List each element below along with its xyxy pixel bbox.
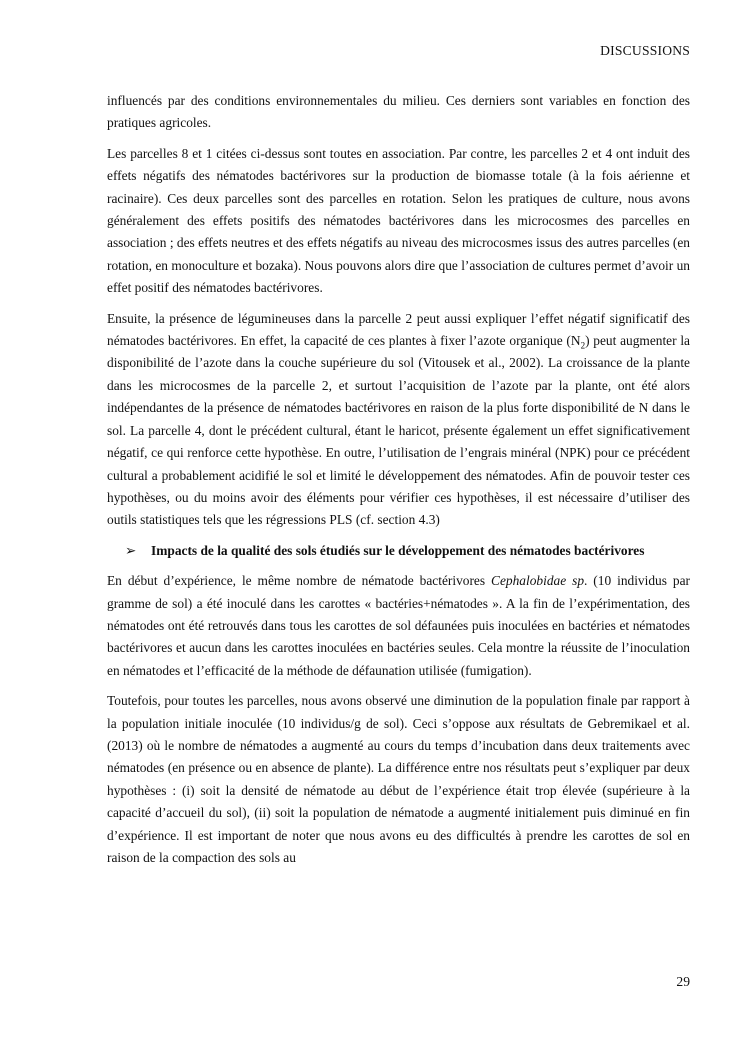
paragraph-inoculation-part2: . (10 individus par gramme de sol) a été inoculé dans les carottes « bactéries+nématodes ». A la fin de l’expérimentation, des nématodes ont été retrouvés dans tous les carottes de sol défaunées puis inoculées en bactéries et nématodes bactérivores et aucun dans les carottes inoculées en bactéries seules. Cela montre la réussite de l’inoculation en nématodes et l’efficacité de la méthode de défaunation utilisée (fumigation). (107, 573, 690, 678)
page-number: 29 (676, 974, 690, 989)
paragraph-parcels-association: Les parcelles 8 et 1 citées ci-dessus sont toutes en association. Par contre, les parcelles 2 et 4 ont induit des effets négatifs des nématodes bactérivores sur la production de biomasse totale (à la fois aérienne et racinaire). Ces deux parcelles sont des parcelles en rotation. Selon les pratiques de culture, nous avons généralement des effets positifs des nématodes bactérivores dans les microcosmes des parcelles en association ; des effets neutres et des effets négatifs au niveau des microcosmes issus des autres parcelles (en rotation, en monoculture et bozaka). Nous pouvons alors dire que l’association de cultures permet d’avoir un effet positif des nématodes bactérivores. (107, 145, 690, 296)
paragraph-legumes (107, 308, 690, 532)
paragraph-inoculation-part1: En début d’expérience, le même nombre de nématode bactérivores (107, 573, 492, 589)
paragraph-inoculation (107, 570, 690, 682)
page-body (107, 90, 690, 877)
paragraph-continuation: influencés par des conditions environnementales du milieu. Ces derniers sont variables en fonction des pratiques agricoles. (107, 93, 690, 131)
nitrogen-subscript: 2 (580, 340, 586, 351)
section-heading (125, 540, 690, 562)
running-header: DISCUSSIONS (600, 43, 690, 58)
arrow-bullet-icon: ➢ (125, 542, 137, 558)
section-heading-text: Impacts de la qualité des sols étudiés sur le développement des nématodes bactérivores (151, 542, 645, 558)
paragraph-legumes-part1: Ensuite, la présence de légumineuses dans la parcelle 2 peut aussi expliquer l’effet négatif significatif des nématodes bactérivores. En effet, la capacité de ces plantes à fixer l’azote organique (N (107, 310, 690, 349)
paragraph-legumes-part2: ) peut augmenter la disponibilité de l’azote dans la couche supérieure du sol (Vitousek et al., 2002). La croissance de la plante dans les microcosmes de la parcelle 2, et surtout l’acquisition de l’azote par la plante, ont été alors indépendantes de la présence de nématodes bactérivores en raison de la plus forte disponibilité de N dans le sol. La parcelle 4, dont le précédent cultural, étant le haricot, présente également un effet significativement négatif, ce qui renforce cette hypothèse. En outre, l’utilisation de l’engrais minéral (NPK) pour ce précédent cultural a probablement acidifié le sol et limité le développement des nématodes. Afin de pouvoir tester ces hypothèses, ou du moins avoir des éléments pour vérifier ces hypothèses, il est nécessaire d’utiliser des outils statistiques tels que les régressions PLS (cf. section 4.3) (107, 333, 691, 528)
species-name: Cephalobidae sp (491, 573, 585, 589)
paragraph-population-decline: Toutefois, pour toutes les parcelles, nous avons observé une diminution de la population finale par rapport à la population initiale inoculée (10 individus/g de sol). Ceci s’oppose aux résultats de Gebremikael et al. (2013) où le nombre de nématodes a augmenté au cours du temps d’incubation dans deux traitements avec nématodes (en présence ou en absence de plante). La différence entre nos résultats peut s’expliquer par deux hypothèses : (i) soit la densité de nématode au début de l’expérience était trop élevée (supérieure à la capacité d’accueil du sol), (ii) soit la population de nématode a augmenté initialement puis diminué en fin d’expérience. Il est important de noter que nous avons eu des difficultés à prendre les carottes de sol en raison de la compaction des sols au (107, 693, 690, 865)
